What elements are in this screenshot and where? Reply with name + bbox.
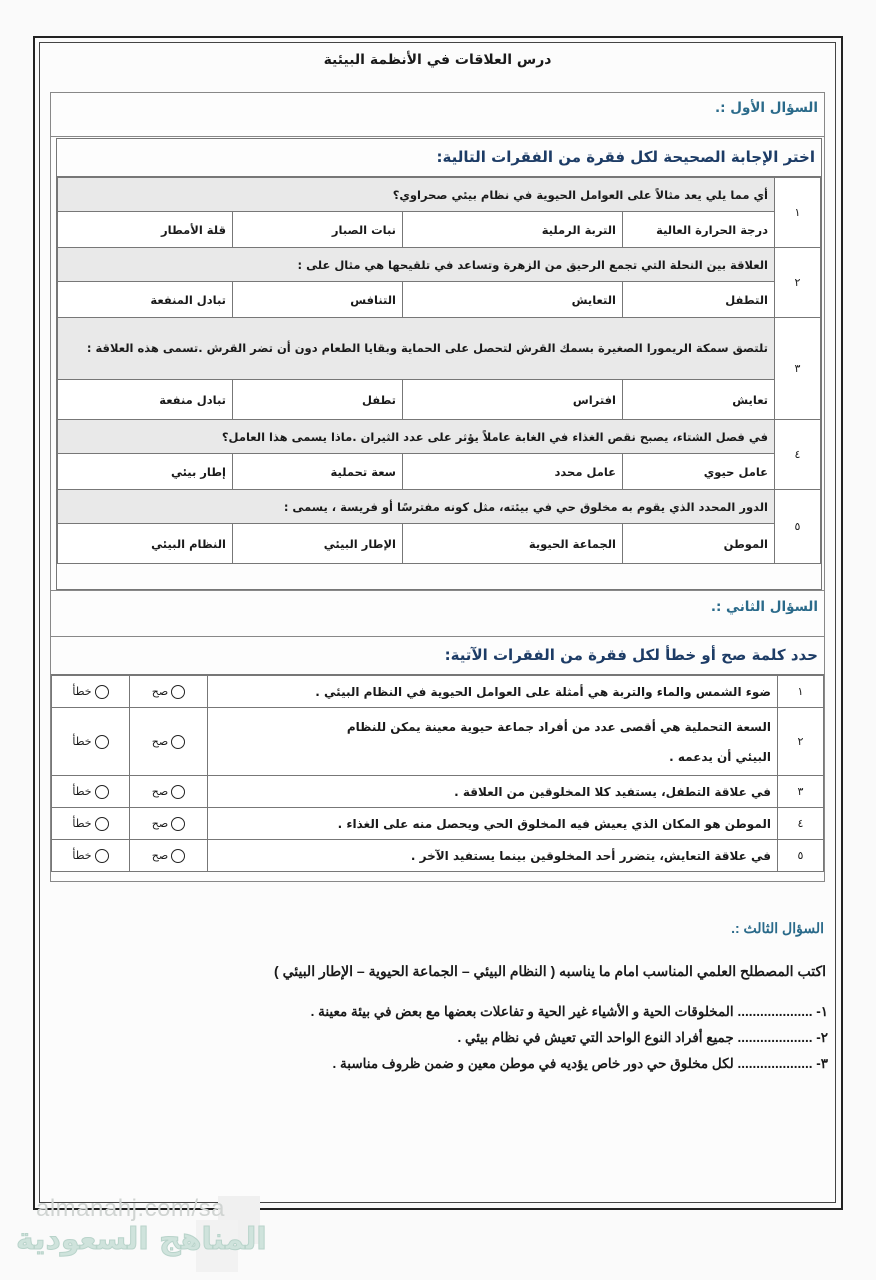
tf-number: ٢ <box>778 708 824 776</box>
tf-row <box>52 676 824 708</box>
fill-blank-item <box>333 1056 828 1072</box>
mcq-number: ٥ <box>775 490 821 564</box>
mcq-options-row <box>58 454 821 490</box>
false-label: خطأ <box>72 734 92 748</box>
mcq-options-row <box>58 282 821 318</box>
tf-row <box>52 808 824 840</box>
mcq-question-text: الدور المحدد الذي يقوم به مخلوق حي في بيئته، مثل كونه مفترسًا أو فريسة ، يسمى : <box>58 490 775 524</box>
tf-false-option[interactable] <box>52 676 130 708</box>
true-label: صح <box>151 848 169 862</box>
mcq-number: ٣ <box>775 318 821 420</box>
radio-circle-icon[interactable] <box>171 785 185 799</box>
item-text: لكل مخلوق حي دور خاص يؤديه في موطن معين و ضمن ظروف مناسبة . <box>332 1056 734 1071</box>
radio-circle-icon[interactable] <box>95 849 109 863</box>
mcq-option[interactable]: التربة الرملية <box>403 212 623 248</box>
mcq-question-row <box>58 490 821 524</box>
question3-title: السؤال الثالث :. <box>731 920 824 936</box>
mcq-option[interactable]: قلة الأمطار <box>58 212 233 248</box>
mcq-option[interactable]: تطفل <box>233 380 403 420</box>
tf-statement: الموطن هو المكان الذي يعيش فيه المخلوق الحي ويحصل منه على الغذاء . <box>208 808 778 840</box>
question1-instruction-box <box>56 138 822 590</box>
mcq-number: ٢ <box>775 248 821 318</box>
mcq-options-row <box>58 524 821 564</box>
mcq-option[interactable]: نبات الصبار <box>233 212 403 248</box>
tf-false-option[interactable] <box>52 840 130 872</box>
tf-statement: في علاقة التطفل، يستفيد كلا المخلوقين من العلاقة . <box>208 776 778 808</box>
question3-instruction: اكتب المصطلح العلمي المناسب امام ما يناسبه ( النظام البيئي – الجماعة الحيوية – الإطار البيئي ) <box>274 963 826 979</box>
tf-true-option[interactable] <box>130 676 208 708</box>
mcq-question-row <box>58 178 821 212</box>
tf-false-option[interactable] <box>52 708 130 776</box>
radio-circle-icon[interactable] <box>95 735 109 749</box>
radio-circle-icon[interactable] <box>171 685 185 699</box>
false-label: خطأ <box>72 684 92 698</box>
radio-circle-icon[interactable] <box>171 849 185 863</box>
true-label: صح <box>151 816 169 830</box>
mcq-option[interactable]: الموطن <box>623 524 775 564</box>
false-label: خطأ <box>72 784 92 798</box>
mcq-option[interactable]: تبادل منفعة <box>58 380 233 420</box>
tf-row <box>52 776 824 808</box>
item-number: ٢- <box>816 1030 828 1045</box>
radio-circle-icon[interactable] <box>95 785 109 799</box>
mcq-question-text: في فصل الشتاء، يصبح نقص الغذاء في الغابة عاملاً يؤثر على عدد الثيران .ماذا يسمى هذا العامل؟ <box>58 420 775 454</box>
mcq-question-text: تلتصق سمكة الريمورا الصغيرة بسمك القرش لتحصل على الحماية وبقايا الطعام دون أن تضر القرش .تسمى هذه العلاقة : <box>58 318 775 380</box>
true-label: صح <box>151 784 169 798</box>
false-label: خطأ <box>72 848 92 862</box>
tf-true-option[interactable] <box>130 776 208 808</box>
mcq-option[interactable]: تعايش <box>623 380 775 420</box>
tf-true-option[interactable] <box>130 808 208 840</box>
tf-number: ٤ <box>778 808 824 840</box>
mcq-option[interactable]: سعة تحملية <box>233 454 403 490</box>
true-label: صح <box>151 684 169 698</box>
false-label: خطأ <box>72 816 92 830</box>
tf-row <box>52 708 824 776</box>
item-number: ٣- <box>816 1056 828 1071</box>
tf-number: ١ <box>778 676 824 708</box>
question2-true-false-table <box>51 675 824 872</box>
question2-section <box>50 590 825 882</box>
mcq-options-row <box>58 212 821 248</box>
tf-statement: السعة التحملية هي أقصى عدد من أفراد جماعة حيوية معينة يمكن للنظام البيئي أن يدعمه . <box>208 708 778 776</box>
item-text: جميع أفراد النوع الواحد التي تعيش في نظام بيئي . <box>457 1030 734 1045</box>
tf-row <box>52 840 824 872</box>
radio-circle-icon[interactable] <box>95 685 109 699</box>
item-text: المخلوقات الحية و الأشياء غير الحية و تفاعلات بعضها مع بعض في بيئة معينة . <box>310 1004 734 1019</box>
mcq-option[interactable]: تبادل المنفعة <box>58 282 233 318</box>
mcq-option[interactable]: إطار بيئي <box>58 454 233 490</box>
mcq-option[interactable]: النظام البيئي <box>58 524 233 564</box>
mcq-option[interactable]: درجة الحرارة العالية <box>623 212 775 248</box>
answer-blank[interactable]: .................... <box>737 1004 813 1019</box>
mcq-option[interactable]: عامل حيوي <box>623 454 775 490</box>
watermark-brand-logo: المناهج السعودية <box>16 1222 267 1257</box>
mcq-number: ١ <box>775 178 821 248</box>
tf-true-option[interactable] <box>130 708 208 776</box>
mcq-option[interactable]: التنافس <box>233 282 403 318</box>
mcq-question-row <box>58 248 821 282</box>
answer-blank[interactable]: .................... <box>737 1030 813 1045</box>
radio-circle-icon[interactable] <box>95 817 109 831</box>
question1-title: السؤال الأول :. <box>51 93 824 137</box>
question1-instruction: اختر الإجابة الصحيحة لكل فقرة من الفقرات التالية: <box>57 139 821 177</box>
true-label: صح <box>151 734 169 748</box>
tf-statement: في علاقة التعايش، يتضرر أحد المخلوقين بينما يستفيد الآخر . <box>208 840 778 872</box>
mcq-option[interactable]: التعايش <box>403 282 623 318</box>
fill-blank-item <box>457 1030 828 1046</box>
tf-number: ٥ <box>778 840 824 872</box>
question1-mcq-table <box>57 177 821 564</box>
fill-blank-item <box>311 1004 828 1020</box>
mcq-option[interactable]: الإطار البيئي <box>233 524 403 564</box>
mcq-option[interactable]: افتراس <box>403 380 623 420</box>
answer-blank[interactable]: .................... <box>737 1056 813 1071</box>
tf-true-option[interactable] <box>130 840 208 872</box>
mcq-option[interactable]: الجماعة الحيوية <box>403 524 623 564</box>
watermark-url: almanahj.com/sa <box>36 1195 225 1222</box>
tf-false-option[interactable] <box>52 776 130 808</box>
mcq-question-row <box>58 318 821 380</box>
tf-statement: ضوء الشمس والماء والتربة هي أمثلة على العوامل الحيوية في النظام البيئي . <box>208 676 778 708</box>
mcq-option[interactable]: التطفل <box>623 282 775 318</box>
mcq-question-text: أي مما يلي يعد مثالاً على العوامل الحيوية في نظام بيئي صحراوي؟ <box>58 178 775 212</box>
mcq-number: ٤ <box>775 420 821 490</box>
radio-circle-icon[interactable] <box>171 817 185 831</box>
item-number: ١- <box>816 1004 828 1019</box>
mcq-option[interactable]: عامل محدد <box>403 454 623 490</box>
document-title: درس العلاقات في الأنظمة البيئية <box>323 52 552 68</box>
radio-circle-icon[interactable] <box>171 735 185 749</box>
tf-false-option[interactable] <box>52 808 130 840</box>
question2-instruction: حدد كلمة صح أو خطأ لكل فقرة من الفقرات الآتية: <box>51 637 824 675</box>
tf-number: ٣ <box>778 776 824 808</box>
mcq-question-row <box>58 420 821 454</box>
question2-title: السؤال الثاني :. <box>51 591 824 637</box>
mcq-options-row <box>58 380 821 420</box>
mcq-question-text: العلاقة بين النحلة التي تجمع الرحيق من الزهرة وتساعد في تلقيحها هي مثال على : <box>58 248 775 282</box>
